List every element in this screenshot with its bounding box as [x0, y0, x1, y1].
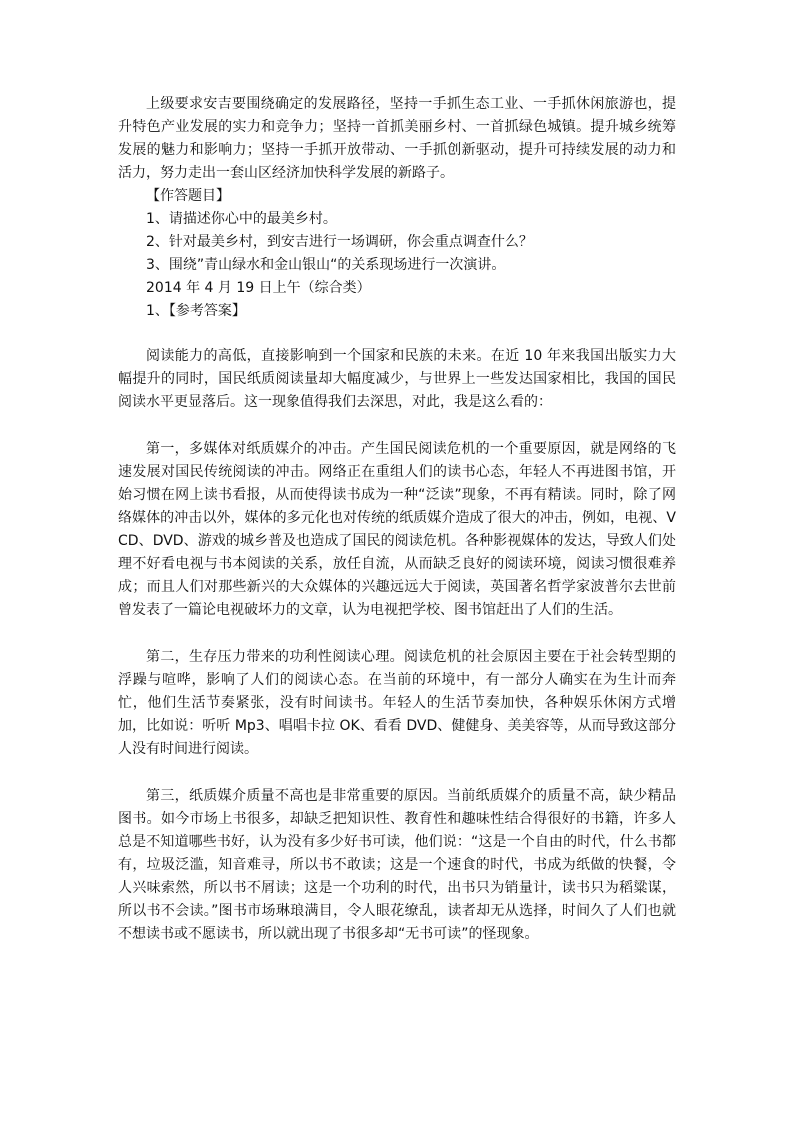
answer-paragraph-third: 第三，纸质媒介质量不高也是非常重要的原因。当前纸质媒介的质量不高，缺少精品图书。如今市场上书很多，却缺乏把知识性、教育性和趣味性结合得很好的书籍，许多人总是不知道哪些书好，认为没有多少好书可读，他们说：“这是一个自由的时代，什么书都有，垃圾泛滥，知音难寻，所以书不敢读；这是一个速食的时代，书成为纸做的快餐，令人兴味索然，所以书不屑读；这是一个功利的时代，出书只为销量计，读书只为稻粱谋，所以书不会读。”图书市场琳琅满目，令人眼花缭乱，读者却无从选择，时间久了人们也就不想读书或不愿读书，所以就出现了书很多却“无书可读”的怪现象。 [118, 788, 676, 942]
question-item-3: 3、围绕”青山绿水和金山银山“的关系现场进行一次演讲。 [146, 257, 506, 273]
answer-paragraph-first: 第一，多媒体对纸质媒介的冲击。产生国民阅读危机的一个重要原因，就是网络的飞速发展对国民传统阅读的冲击。网络正在重组人们的读书心态，年轻人不再进图书馆，开始习惯在网上读书看报，从而使得读书成为一种“泛读”现象，不再有精读。同时，除了网络媒体的冲击以外，媒体的多元化也对传统的纸质媒介造成了很大的冲击，例如，电视、VCD、DVD、游戏的城乡普及也造成了国民的阅读危机。各种影视媒体的发达，导致人们处理不好看电视与书本阅读的关系，放任自流，从而缺乏良好的阅读环境，阅读习惯很难养成；而且人们对那些新兴的大众媒体的兴趣远远大于阅读，英国著名哲学家波普尔去世前曾发表了一篇论电视破坏力的文章，认为电视把学校、图书馆赶出了人们的生活。 [118, 441, 676, 618]
section-heading: 【作答题目】 [146, 188, 230, 204]
answer-paragraph-intro: 阅读能力的高低，直接影响到一个国家和民族的未来。在近 10 年来我国出版实力大幅提升的同时，国民纸质阅读量却大幅度减少，与世界上一些发达国家相比，我国的国民阅读水平更显落后。这一现象值得我们去深思，对此，我是这么看的： [118, 348, 676, 410]
intro-paragraph: 上级要求安吉要围绕确定的发展路径，坚持一手抓生态工业、一手抓休闲旅游也，提升特色产业发展的实力和竞争力；坚持一首抓美丽乡村、一首抓绿色城镇。提升城乡统筹发展的魅力和影响力；坚持一手抓开放带动、一手抓创新驱动，提升可持续发展的动力和活力，努力走出一套山区经济加快科学发展的新路子。 [118, 96, 676, 181]
question-item-1: 1、请描述你心中的最美乡村。 [146, 211, 337, 227]
answer-paragraph-second: 第二，生存压力带来的功利性阅读心理。阅读危机的社会原因主要在于社会转型期的浮躁与喧哗，影响了人们的阅读心态。在当前的环境中，有一部分人确实在为生计而奔忙，他们生活节奏紧张，没有时间读书。年轻人的生活节奏加快，各种娱乐休闲方式增加，比如说：听听 Mp3、唱唱卡拉 OK、看看 DVD、健健身、美美容等，从而导致这部分人没有时间进行阅读。 [118, 649, 676, 757]
question-item-2: 2、针对最美乡村，到安吉进行一场调研，你会重点调查什么？ [146, 234, 533, 250]
document-page [118, 93, 676, 946]
exam-date: 2014 年 4 月 19 日上午（综合类） [146, 280, 371, 296]
answer-heading: 1、【参考答案】 [146, 303, 246, 319]
